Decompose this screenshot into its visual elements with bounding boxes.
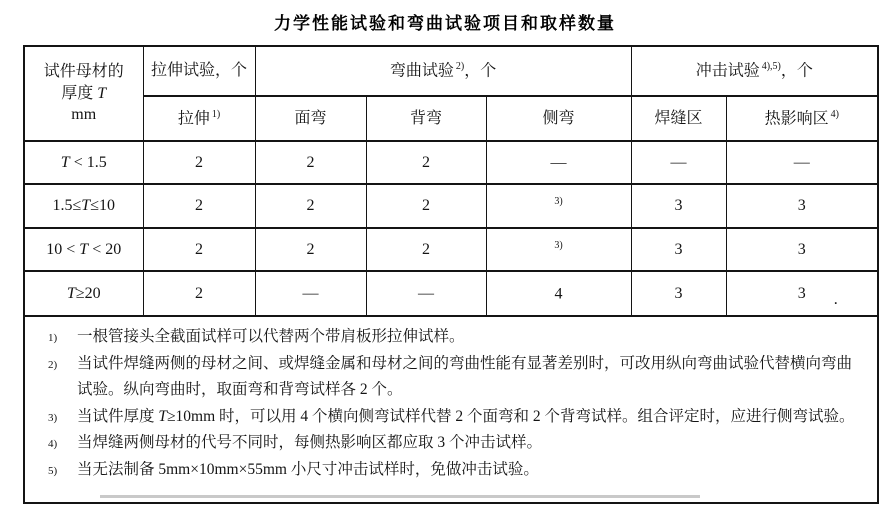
cell-tensile: 2 <box>143 141 255 184</box>
footnote-5: 5) 当无法制备 5mm×10mm×55mm 小尺寸冲击试样时，免做冲击试验。 <box>25 457 873 484</box>
cell-haz: 3 <box>726 184 878 228</box>
footnotes-block <box>24 316 878 503</box>
cell-back-bend: 2 <box>366 141 486 184</box>
table-row <box>24 228 878 271</box>
thickness-line2: 厚度 T <box>61 84 107 102</box>
cell-face-bend: 2 <box>255 141 366 184</box>
header-face-bend: 面弯 <box>255 96 366 141</box>
header-side-bend: 侧弯 <box>486 96 631 141</box>
footnote-3: 3) 当试件厚度 T≥10mm 时，可以用 4 个横向侧弯试样代替 2 个面弯和 2 个背弯试样。组合评定时，应进行侧弯试验。 <box>25 404 873 431</box>
header-row-sub <box>24 96 878 141</box>
cell-tensile: 2 <box>143 228 255 271</box>
cell-side-bend: 3) <box>486 184 631 228</box>
haz-footnote-mark: 4) <box>830 108 839 120</box>
cell-back-bend: 2 <box>366 228 486 271</box>
footnote-1: 1) 一根管接头全截面试样可以代替两个带肩板形拉伸试样。 <box>25 324 873 351</box>
row-label: 1.5≤T≤10 <box>24 184 143 228</box>
header-back-bend: 背弯 <box>366 96 486 141</box>
row-label: T < 1.5 <box>24 141 143 184</box>
specimen-sampling-table <box>23 45 879 504</box>
footnote-mark: 1) <box>48 332 58 344</box>
cell-haz: — <box>726 141 878 184</box>
cell-tensile: 2 <box>143 184 255 228</box>
cell-side-bend: 4 <box>486 271 631 316</box>
table-row <box>24 271 878 316</box>
cell-side-bend: 3) <box>486 228 631 271</box>
header-thickness <box>24 46 143 141</box>
scan-artifact-dot: . <box>833 290 838 308</box>
bend-footnote-mark: 2) <box>455 61 465 73</box>
footnote-mark: 2) <box>48 358 58 371</box>
cell-back-bend: 2 <box>366 184 486 228</box>
thickness-variable: T <box>97 84 107 102</box>
thickness-unit: mm <box>71 106 97 124</box>
cell-face-bend: — <box>255 271 366 316</box>
footnote-mark: 4) <box>48 438 58 450</box>
table-row <box>24 141 878 184</box>
footnote-mark: 3) <box>48 411 58 424</box>
header-weld-zone: 焊缝区 <box>631 96 726 141</box>
cell-face-bend: 2 <box>255 184 366 228</box>
cell-back-bend: — <box>366 271 486 316</box>
header-impact-group: 冲击试验 $^{4),5)}$，个 <box>631 46 878 96</box>
cell-side-bend: — <box>486 141 631 184</box>
header-row-groups <box>24 46 878 96</box>
footnotes-row <box>24 316 878 503</box>
cell-face-bend: 2 <box>255 228 366 271</box>
table-row <box>24 184 878 228</box>
footnote-2: 2) 当试件焊缝两侧的母材之间、或焊缝金属和母材之间的弯曲性能有显著差别时，可改用纵向弯曲试验代替横向弯曲试验。纵向弯曲时，取面弯和背弯试样各 2 个。 <box>25 351 873 404</box>
footnote-4: 4) 当焊缝两侧母材的代号不同时，每侧热影响区都应取 3 个冲击试样。 <box>25 430 873 457</box>
cell-haz: 3 . <box>726 271 878 316</box>
impact-footnote-mark: 4),5) <box>761 61 781 73</box>
header-tensile-group: 拉伸试验，个 <box>143 46 255 96</box>
cell-weld-zone: 3 <box>631 184 726 228</box>
cell-weld-zone: 3 <box>631 228 726 271</box>
cell-weld-zone: — <box>631 141 726 184</box>
header-haz: 热影响区 $^{4)}$ <box>726 96 878 141</box>
tensile-footnote-mark: 1) <box>211 108 221 120</box>
page-title: 力学性能试验和弯曲试验项目和取样数量 <box>274 14 616 33</box>
cell-tensile: 2 <box>143 271 255 316</box>
header-bend-group: 弯曲试验 $^{2)}$，个 <box>255 46 631 96</box>
cell-weld-zone: 3 <box>631 271 726 316</box>
cell-haz: 3 <box>726 228 878 271</box>
thickness-line1: 试件母材的 <box>43 63 124 81</box>
row-label: T≥20 <box>24 271 143 316</box>
header-tensile: 拉伸 $^{1)}$ <box>143 96 255 141</box>
row-label: 10 < T < 20 <box>24 228 143 271</box>
scan-shadow-line <box>100 495 700 498</box>
footnote-mark: 5) <box>48 464 58 477</box>
